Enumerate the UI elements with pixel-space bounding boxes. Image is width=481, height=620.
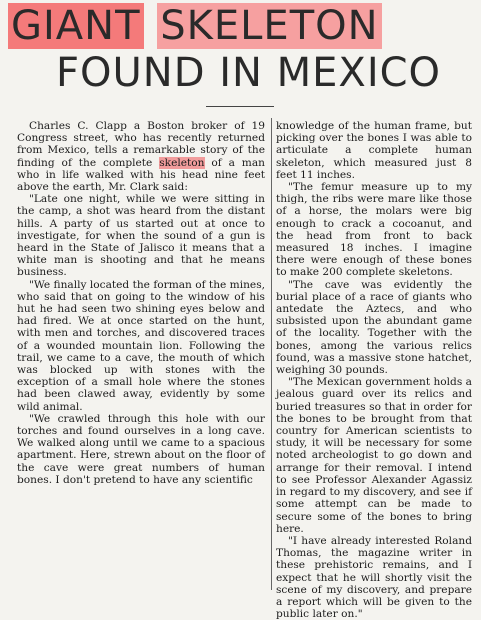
paragraph-2: "Late one night, while we were sitting in the camp, a shot was heard from the distant hills. A party of us started out at once to investigate, for when the sound of a gun is heard in the State of Jalisco it means that a white man is shooting and that he means business.: [17, 193, 265, 279]
paragraph-9: "I have already interested Roland Thomas, the magazine writer in these prehistoric remains, and I expect that he will shortly visit the scene of my discovery, and prepare a report which will be given to the public later on.": [276, 534, 472, 620]
article-column-left: [17, 120, 265, 486]
headline-word-giant: GIANT: [8, 3, 144, 49]
paragraph-7: "The cave was evidently the burial place of a race of giants who antedate the Aztecs, and who subsisted upon the abundant game of the locality. Together with the bones, among the various relics found, was a massive stone hatchet, weighing 30 pounds.: [276, 278, 472, 377]
column-divider: [271, 118, 272, 590]
article-column-right: [276, 120, 472, 620]
headline-word-skeleton: SKELETON: [157, 3, 381, 49]
paragraph-5: knowledge of the human frame, but picking over the bones I was able to articulate a complete human skeleton, which measured just 8 feet 11 inches.: [276, 120, 472, 181]
headline-divider: [206, 106, 274, 107]
paragraph-6: "The femur measure up to my thigh, the ribs were mare like those of a horse, the molars were big enough to crack a cocoanut, and the head from front to back measured 18 inches. I imagine there were enough of these bones to make 200 complete skeletons.: [276, 181, 472, 279]
paragraph-1: Charles C. Clapp a Boston broker of 19 Congress street, who has recently returned from Mexico, tells a remarkable story of the finding of the complete skeleton of a man who in life walked with his head nine feet above the earth, Mr. Clark said:: [17, 120, 265, 194]
paragraph-3: "We finally located the forman of the mines, who said that on going to the window of his hut he had seen two shining eyes below and had fired. We at once started on the hunt, with men and torches, and discovered traces of a wounded mountain lion. Following the trail, we came to a cave, the mouth of which was blocked up with stones with the exception of a small hole where the stones had been clawed away, evidently by some wild animal.: [17, 278, 265, 413]
paragraph-4: "We crawled through this hole with our torches and found ourselves in a long cave. We walked along until we came to a spacious apartment. Here, strewn about on the floor of the cave were great numbers of human bones. I don't pretend to have any scientific: [17, 412, 265, 486]
paragraph-8: "The Mexican government holds a jealous guard over its relics and buried treasures so that in order for the bones to be brought from that country for American scientists to study, it will be necessary for some noted archeologist to go down and arrange for their removal. I intend to see Professor Alexander Agassiz in regard to my discovery, and see if some attempt can be made to secure some of the bones to bring here.: [276, 376, 472, 535]
headline-line-2: FOUND IN MEXICO: [56, 50, 442, 96]
headline-line-1: [8, 4, 382, 48]
highlighted-word-skeleton: skeleton: [159, 156, 205, 169]
